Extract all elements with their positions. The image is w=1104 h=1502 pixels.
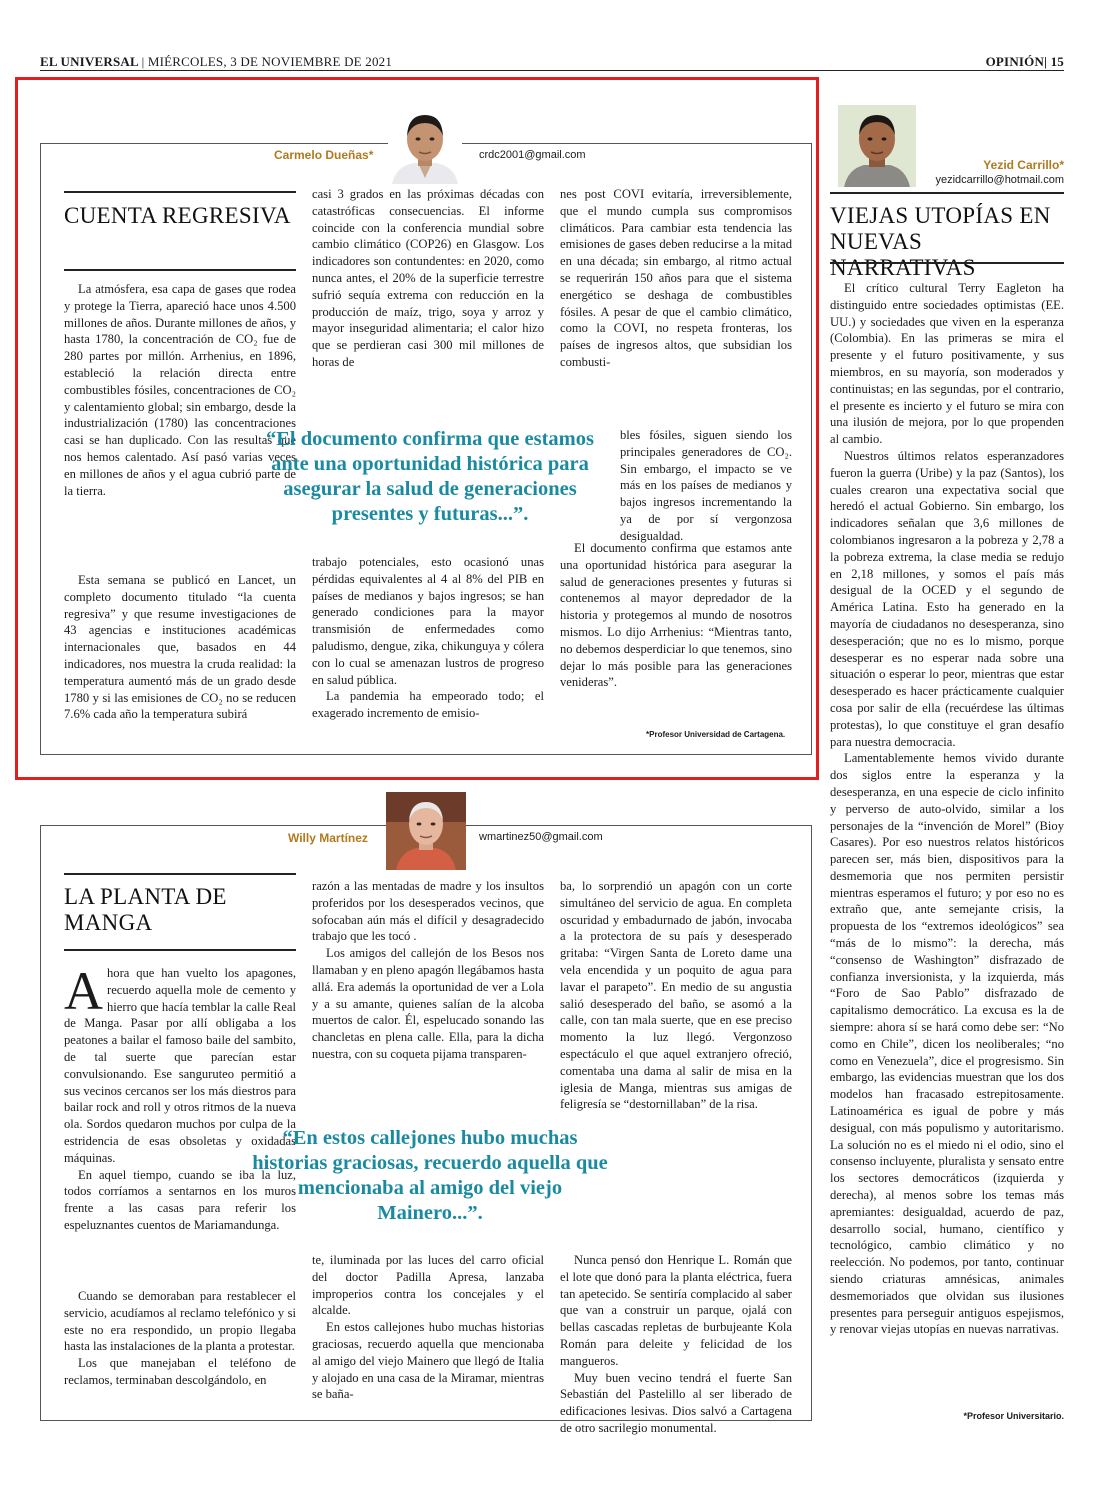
article2-paragraph: ba, lo sorprendió un apagón con un corte simultáneo del servicio de agua. En completa oscuridad y embadurnado de jabón, invocaba a la protectora de su país y desesperado gritaba: “Virgen Santa de Loreto dame una vela encendida y un poquito de agua para lavar el parapeto”. En medio de su angustia salió desesperado del baño, se asomó a la calle, con tan mala suerte, que en ese preciso momento la luz llegó. Vergonzoso espectáculo el que aquel extranjero ofreció, comentaba una dama al salir de misa en la iglesia de Manga, mientras sus amigas de feligresía se “destornillaban” de la risa. [560,879,792,1112]
article3-author-photo [838,105,916,187]
article2-title-rule-bottom [64,949,296,951]
page-header-left [40,54,392,70]
section-name: OPINIÓN [985,54,1045,69]
article3-paragraph: Lamentablemente hemos vivido durante dos siglos entre la esperanza y la desesperanza, en una especie de ciclo infinito y perverso de auto-olvido, similar a los personajes de la “invención de Morel” (Bioy Casares). Por eso nuestros relatos históricos parecen ser, más bien, dispositivos para la desmemoria que nos permiten persistir mientras esperamos el futuro; y por eso no es extraño que, ante semejante crisis, la propuesta de los “extremos ideológicos” sea “más de lo mismo”: la derecha, más “consenso de Washington” disfrazado de confianza inversionista, y la izquierda, más “Foro de Sao Pablo” disfrazado de capitalismo democrático. La excusa es la de siempre: ahora sí se hará como debe ser: “No como en Chile”, dicen los neoliberales; “no como en Venezuela”, dice el progresismo. Sin embargo, las evidencias muestran que los dos modelos han fracasado estrepitosamente. Latinoamérica es igual de pobre y más desigual, con más populismo y autoritarismo. La solución no es el miedo ni el odio, sino el consenso incluyente, pluralista y sensato entre los sectores democráticos (izquierda y derecha), al menos sobre los temas más apremiantes: desigualdad, acuerdo de paz, desarrollo social, humano, científico y tecnológico, cambio climático y no reelección. No podemos, por tanto, continuar siendo criaturas amnésicas, animales desmemoriados que olvidan sus ilusiones presentes para perseguir antiguos espejismos, y renovar viejas utopías en nuevas narrativas. [830,751,1064,1337]
article2-paragraph: Los amigos del callejón de los Besos nos llamaban y en pleno apagón llegábamos hasta allá. Era además la oportunidad de ver a Lola y a su amante, quienes salían de la alcoba muertos de calor. Él, espelucado sonando las chancletas en plena calle. Ella, para la dicha nuestra, con su coqueta pijama transparen- [312,946,544,1061]
article1-column1-bottom [64,572,296,748]
article1-paragraph: nes post COVI evitaría, irreversiblemente, que el mundo cumpla sus compromisos climáticos. Para cambiar esta tendencia las emisiones de gases deben reducirse a la mitad en una década; sin embargo, al ritmo actual se requerirán 150 años para que el sistema energético se deshaga de combustibles fósiles. A pesar de que el cambio climático, como la COVI, no respeta fronteras, los países de ingresos altos, que subsidian los combusti- [560,187,792,369]
article1-paragraph: trabajo potenciales, esto ocasionó unas pérdidas equivalentes al 4 al 8% del PIB en países de medianos y bajos ingresos; se han generado condiciones para la mayor transmisión de enfermedades como paludismo, dengue, zika, chikunguya y cólera con lo cual se amenazan lustros de progreso en salud pública. [312,555,544,687]
article1-email: crdc2001@gmail.com [476,149,589,161]
article1-author: Carmelo Dueñas* [270,148,377,162]
page-number: | 15 [1044,54,1064,69]
article1-column3-middle [620,427,792,543]
article2-author-photo [386,792,466,870]
issue-date: MIÉRCOLES, 3 DE NOVIEMBRE DE 2021 [147,54,393,69]
article2-paragraph: Los que manejaban el teléfono de reclamos, terminaban descolgándolo, en [64,1356,296,1387]
article3-title-rule [830,192,1064,194]
article1-pull-quote: “El documento confirma que estamos ante una oportunidad histórica para asegurar la salud de generaciones presentes y futuras...”. [266,428,594,525]
article3-author: Yezid Carrillo* [983,158,1064,172]
article2-paragraph: Nunca pensó don Henrique L. Román que el lote que donó para la planta eléctrica, fuera tan apetecido. Se sentiría complacido al saber que van a construir un parque, ojalá con bellas cascadas repletas de burbujeante Kola Román para deleite y felicidad de los mangueros. [560,1253,792,1368]
article1-title: CUENTA REGRESIVA [64,203,291,228]
article3-paragraph: Nuestros últimos relatos esperanzadores fueron la guerra (Uribe) y la paz (Santos), los cuales crearon una expectativa social que heredó el actual Gobierno. Sin embargo, los indicadores señalan que 3,6 millones de colombianos ingresaron a la pobreza y 2,78 a la pobreza extrema, la clase media se redujo en 2,18 millones, y somos el país más desigual de la OCED y el segundo de América Latina. Esto ha generado en la mayoría de ciudadanos no desesperanza, sino desesperación; que no es lo mismo, porque desesperar es no esperar nada sobre una situación o esperar lo peor, mientras que estar desesperado es hacer prácticamente cualquier cosa por salir de ella (recuérdese las últimas protestas), lo que constituye el gran desafío para nuestra democracia. [830,448,1064,749]
article2-paragraph: En aquel tiempo, cuando se iba la luz, todos corríamos a sentarnos en los muros frente a las casas para referir los espeluznantes cuentos de Mariamandunga. [64,1167,296,1232]
article2-pull-quote: “En estos callejones hubo muchas historias graciosas, recuerdo aquella que mencionaba al amigo del viejo Mainero...”. [252,1127,608,1224]
article2-paragraph: hora que han vuelto los apagones, recuerdo aquella mole de cemento y hierro que hacía temblar la calle Real de Manga. Pasar por allí obligaba a los peatones a bailar el famoso baile del sambito, de tal suerte que parecían estar convulsionando. Ese sanguruteo permitió a sus vecinos cercanos ser los más diestros para bailar rock and roll y otros ritmos de la nueva ola. Sordos quedaron muchos por culpa de la estridencia de esas obsoletas y oxidadas máquinas. [64,966,296,1165]
article2-column3-bottom [560,1252,792,1435]
article2-column3-top [560,878,792,1112]
header-rule [40,70,1064,71]
article2-author: Willy Martínez [284,831,372,845]
article3-footnote: *Profesor Universitario. [963,1411,1064,1421]
article2-paragraph: Cuando se demoraban para restablecer el servicio, acudíamos al reclamo telefónico y si este no era respondido, un propio llegaba hasta las instalaciones de la planta a protestar. [64,1289,296,1354]
article1-paragraph: El documento confirma que estamos ante una oportunidad histórica para asegurar la salud de generaciones presentes y futuras si contenemos al mayor depredador de la historia y protegemos al mundo de nosotros mismos. Lo dijo Arrhenius: “Mientras tanto, no debemos desperdiciar lo que tenemos, sino dejar lo más posible para las generaciones venideras”. [560,541,792,690]
article2-title-rule [64,873,296,875]
article3-email: yezidcarrillo@hotmail.com [935,174,1064,186]
article2-paragraph: Muy buen vecino tendrá el fuerte San Sebastián del Pastelillo al ser liberado de edificaciones lesivas. Dios salvó a Cartagena de otro sacrilegio monumental. [560,1370,792,1435]
article3-title: VIEJAS UTOPÍAS EN NUEVAS NARRATIVAS [830,203,1051,280]
article1-column3-top [560,186,792,428]
article2-paragraph: En estos callejones hubo muchas historias graciosas, recuerdo aquella que mencionaba al amigo del viejo Mainero que llegó de Italia y alojado en una casa de la Miramar, mientras se baña- [312,1320,544,1402]
article1-author-photo [388,106,462,184]
article1-column2-bottom [312,554,544,750]
article2-paragraph: razón a las mentadas de madre y los insultos proferidos por los desesperados vecinos, que sofocaban aún más el difícil y desagradecido trabajo que les tocó . [312,879,544,944]
article1-paragraph: casi 3 grados en las próximas décadas con catastróficas consecuencias. El informe coincide con la conferencia mundial sobre cambio climático (COP26) en Glasgow. Los indicadores son contundentes: en 2020, como nunca antes, el 20% de la superficie terrestre sufrió sequía extrema con reducción en la producción de maíz, trigo, soya y arroz y mayor inseguridad alimentaria; el calor hizo que se perdieran casi 300 mil millones de horas de [312,187,544,369]
article2-email: wmartinez50@gmail.com [476,831,606,843]
article2-paragraph: te, iluminada por las luces del carro oficial del doctor Padilla Apresa, lanzaba improperios contra los concejales y el alcalde. [312,1253,544,1318]
article1-paragraph: Esta semana se publicó en Lancet, un completo documento titulado “la cuenta regresiva” y que resume investigaciones de 43 agencias e instituciones académicas internacionales que, basados en 44 indicadores, nos muestra la cruda realidad: la temperatura aumentó más de un grado desde 1780 y si las emisiones de CO₂ no se reducen 7.6% cada año la temperatura subirá [64,573,296,722]
article2-column1-bottom [64,1288,296,1412]
article1-footnote: *Profesor Universidad de Cartagena. [646,730,786,739]
header-separator: | [141,54,145,69]
article2-column2-top [312,878,544,1126]
article1-paragraph: bles fósiles, siguen siendo los principales generadores de CO₂. Sin embargo, el impacto se ve más en los países de medianos y bajos ingresos incrementando la ya de por sí vergonzosa desigualdad. [620,428,792,543]
article1-paragraph: La atmósfera, esa capa de gases que rodea y protege la Tierra, apareció hace unos 4.500 millones de años. Durante millones de años, y hasta 1780, la concentración de CO₂ fue de 280 partes por millón. Arrhenius, en 1896, estableció la relación directa entre combustibles fósiles, concentraciones de CO₂ y calentamiento global; sin embargo, desde la industrialización (1780) las concentraciones casi se han duplicado. Con las resultas que nos hemos calentado. Así pasó varias veces en millones de años y el agua cubrió parte de la tierra. [64,282,296,498]
article2-column2-bottom [312,1252,544,1414]
article1-column2-top [312,186,544,394]
newspaper-name: EL UNIVERSAL [40,54,139,69]
article2-title: LA PLANTA DE MANGA [64,884,227,935]
article2-dropcap: A [64,961,103,1021]
article1-column3-bottom [560,540,792,730]
page-header-right [986,54,1064,70]
article1-title-rule-bottom [64,269,296,271]
article1-title-rule [64,191,296,193]
article3-paragraph: El crítico cultural Terry Eagleton ha distinguido entre sociedades optimistas (EE. UU.) y sociedades que viven en la esperanza (Colombia). En las primeras se mira el presente y el futuro positivamente, y sus miembros, en su mayoría, son moderados y continuistas; en las segundas, por el contrario, el presente es incierto y el futuro se mira con una ilusión de mejora, por lo que propenden al cambio. [830,281,1064,447]
article3-body [830,280,1064,1408]
article3-title-rule-bottom [830,262,1064,264]
article1-paragraph: La pandemia ha empeorado todo; el exagerado incremento de emisio- [312,689,544,721]
